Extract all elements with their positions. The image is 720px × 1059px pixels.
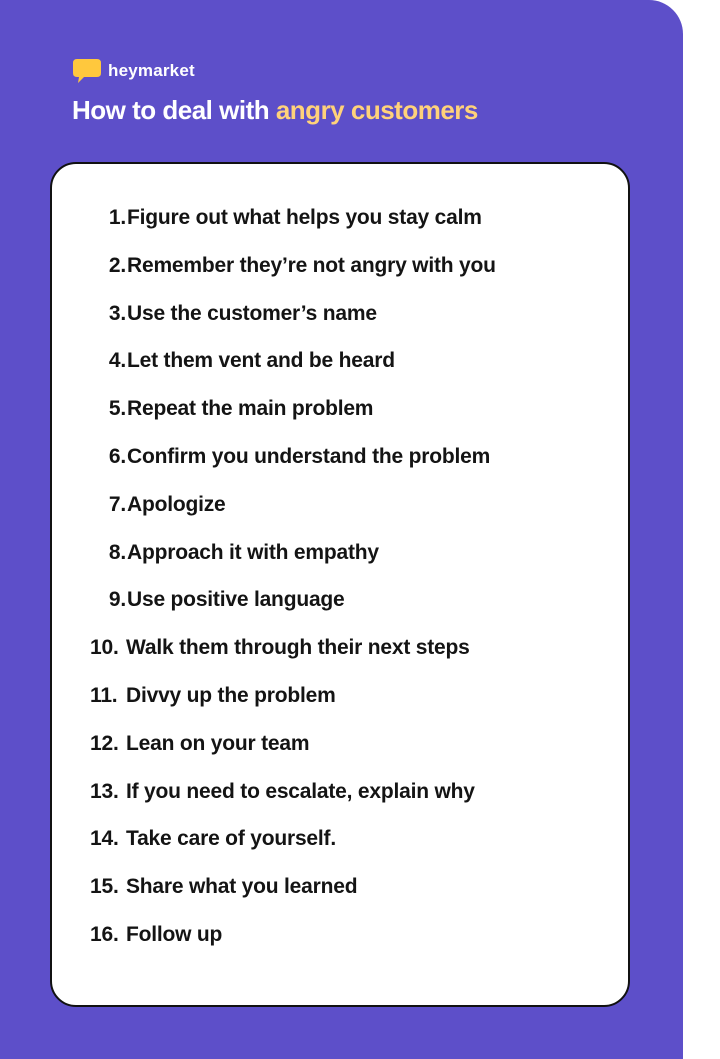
brand-name: heymarket bbox=[108, 61, 195, 80]
step-number: 8. bbox=[108, 540, 126, 564]
brand-logo bbox=[72, 58, 195, 84]
title-part-plain: How to deal with bbox=[72, 95, 276, 125]
list-item bbox=[90, 445, 496, 493]
step-number: 6. bbox=[108, 444, 126, 468]
step-text: Apologize bbox=[127, 492, 226, 516]
list-item bbox=[90, 732, 496, 780]
step-text: Confirm you understand the problem bbox=[127, 444, 491, 468]
list-item bbox=[90, 827, 496, 875]
speech-bubble-icon bbox=[72, 58, 102, 84]
step-number: 16. bbox=[90, 922, 119, 946]
list-item bbox=[90, 923, 496, 971]
list-item bbox=[90, 302, 496, 350]
step-text: Take care of yourself. bbox=[126, 827, 336, 851]
step-number: 7. bbox=[108, 492, 126, 516]
list-item bbox=[90, 254, 496, 302]
list-item bbox=[90, 397, 496, 445]
step-number: 5. bbox=[108, 397, 126, 421]
step-number: 9. bbox=[108, 588, 126, 612]
list-item bbox=[90, 541, 496, 589]
list-item bbox=[90, 493, 496, 541]
steps-panel bbox=[50, 162, 630, 1007]
step-text: Use the customer’s name bbox=[127, 301, 377, 325]
step-text: Remember they’re not angry with you bbox=[127, 253, 496, 277]
list-item bbox=[90, 780, 496, 828]
step-number: 11. bbox=[90, 683, 118, 707]
step-number: 2. bbox=[108, 253, 126, 277]
step-text: Lean on your team bbox=[126, 731, 310, 755]
step-number: 15. bbox=[90, 875, 119, 899]
list-item bbox=[90, 684, 496, 732]
step-number: 13. bbox=[90, 779, 119, 803]
list-item bbox=[90, 349, 496, 397]
step-text: Use positive language bbox=[127, 588, 345, 612]
step-number: 14. bbox=[90, 827, 119, 851]
step-text: Let them vent and be heard bbox=[127, 349, 395, 373]
step-text: Divvy up the problem bbox=[126, 683, 336, 707]
step-number: 3. bbox=[108, 301, 126, 325]
step-text: Follow up bbox=[126, 922, 223, 946]
step-number: 1. bbox=[108, 206, 126, 229]
step-text: If you need to escalate, explain why bbox=[126, 779, 475, 803]
step-text: Share what you learned bbox=[126, 875, 358, 899]
list-item bbox=[90, 636, 496, 684]
step-number: 12. bbox=[90, 731, 119, 755]
title-part-highlight: angry customers bbox=[275, 95, 478, 125]
step-number: 10. bbox=[90, 636, 119, 660]
step-text: Approach it with empathy bbox=[127, 540, 379, 564]
step-text: Figure out what helps you stay calm bbox=[127, 206, 482, 229]
step-text: Walk them through their next steps bbox=[126, 636, 470, 660]
steps-list bbox=[90, 206, 496, 971]
step-number: 4. bbox=[108, 349, 126, 373]
step-text: Repeat the main problem bbox=[127, 397, 374, 421]
list-item bbox=[90, 206, 496, 254]
list-item bbox=[90, 875, 496, 923]
page-title bbox=[72, 95, 478, 126]
list-item bbox=[90, 588, 496, 636]
